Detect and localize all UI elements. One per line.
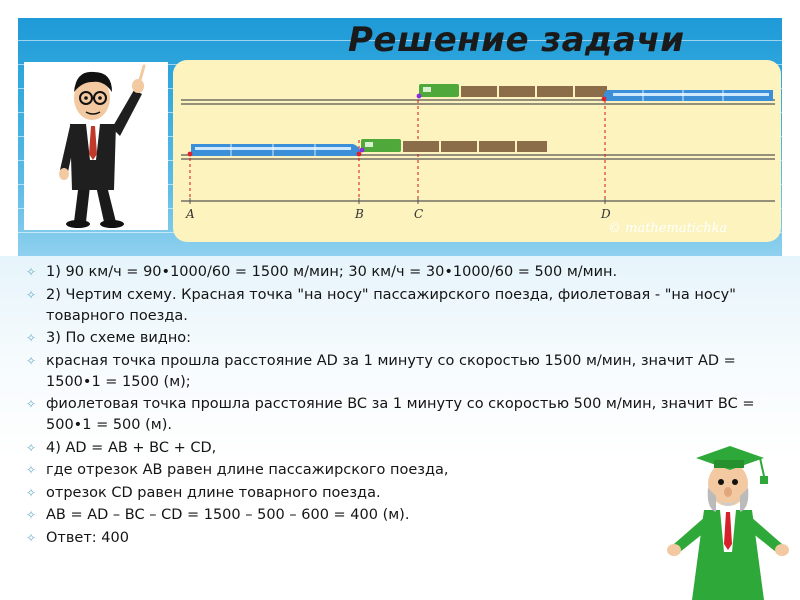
solution-text: отрезок CD равен длине товарного поезда. xyxy=(46,484,381,501)
red-point xyxy=(188,152,193,157)
bullet-icon: ✧ xyxy=(26,265,37,279)
train-diagram xyxy=(173,60,781,242)
solution-line xyxy=(26,394,766,436)
solution-list xyxy=(26,262,766,550)
solution-text: 1) 90 км/ч = 90•1000/60 = 1500 м/мин; 30 км/ч = 30•1000/60 = 500 м/мин. xyxy=(46,264,618,280)
freight-train-middle xyxy=(360,139,547,152)
red-point xyxy=(357,152,362,157)
bullet-icon: ✧ xyxy=(26,530,37,545)
bullet-icon: ✧ xyxy=(26,331,37,345)
teacher-illustration xyxy=(24,62,168,230)
watermark: © mathematichka xyxy=(608,221,728,236)
violet-point xyxy=(417,94,422,99)
red-point xyxy=(602,97,607,102)
bullet-icon: ✧ xyxy=(26,463,37,477)
solution-text: красная точка прошла расстояние AD за 1 минуту со скоростью 1500 м/мин, значит AD = 1500•1 = 1500 (м); xyxy=(46,352,736,390)
solution-line xyxy=(26,528,766,549)
freight-train-top xyxy=(417,84,607,98)
solution-line xyxy=(26,460,766,481)
passenger-train-middle xyxy=(188,144,362,156)
solution-line xyxy=(26,483,766,504)
solution-line xyxy=(26,351,766,393)
solution-line xyxy=(26,505,766,526)
bullet-icon: ✧ xyxy=(26,397,37,411)
slide-title: Решение задачи xyxy=(348,20,685,60)
point-label-b: B xyxy=(355,207,364,221)
solution-line xyxy=(26,328,766,349)
solution-text: где отрезок AB равен длине пассажирского поезда, xyxy=(46,462,449,478)
bullet-icon: ✧ xyxy=(26,508,37,522)
solution-line xyxy=(26,438,766,459)
point-label-d: D xyxy=(601,207,611,221)
point-label-c: C xyxy=(414,207,424,221)
solution-text: 4) AD = AB + BC + CD, xyxy=(46,439,217,456)
solution-text: 3) По схеме видно: xyxy=(46,330,192,346)
solution-line xyxy=(26,262,766,283)
point-label-a: A xyxy=(186,207,195,221)
bullet-icon: ✧ xyxy=(26,287,37,302)
solution-text: 2) Чертим схему. Красная точка "на носу" пассажирского поезда, фиолетовая - "на носу" товарного поезда. xyxy=(46,286,736,324)
bullet-icon: ✧ xyxy=(26,485,37,500)
solution-line xyxy=(26,285,766,327)
solution-text: AB = AD – BC – CD = 1500 – 500 – 600 = 400 (м). xyxy=(46,507,410,523)
bullet-icon: ✧ xyxy=(26,353,37,368)
bullet-icon: ✧ xyxy=(26,440,37,455)
solution-text: фиолетовая точка прошла расстояние BC за 1 минуту со скоростью 500 м/мин, значит BC = 500•1 = 500 (м). xyxy=(46,396,755,433)
violet-point xyxy=(360,148,365,153)
solution-text: Ответ: 400 xyxy=(46,529,129,546)
student-illustration xyxy=(660,432,795,600)
passenger-train-top xyxy=(602,90,773,101)
